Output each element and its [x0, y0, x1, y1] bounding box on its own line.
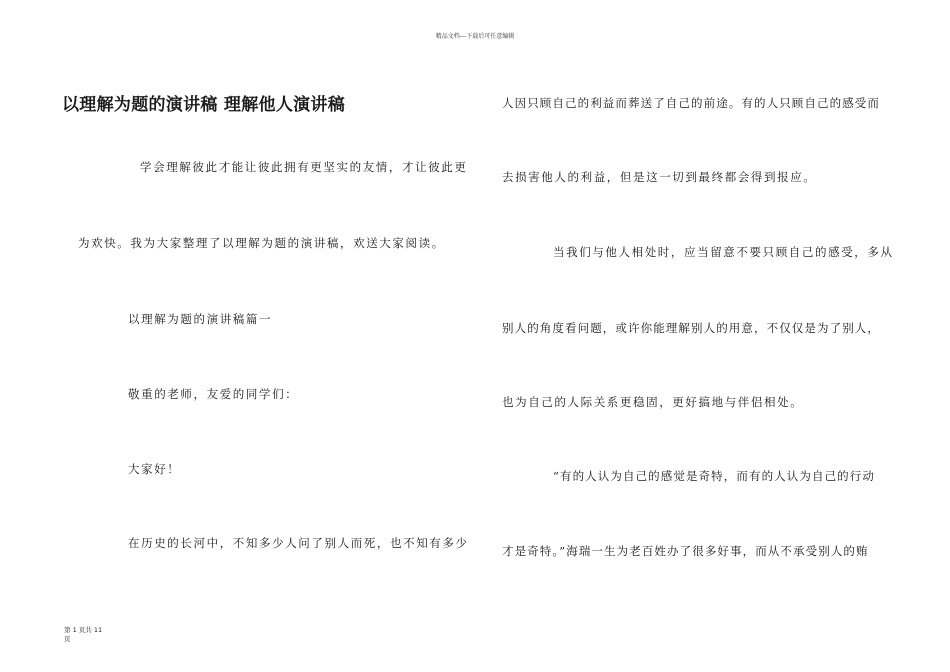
paragraph-line: 当我们与他人相处时，应当留意不要只顾自己的感受，多从	[553, 245, 894, 259]
salutation: 敬重的老师，友爱的同学们：	[128, 387, 299, 401]
page-number	[64, 626, 102, 644]
paragraph-line: 人因只顾自己的利益而葬送了自己的前途。有的人只顾自己的感受而	[502, 96, 880, 110]
page-number-line-2: 页	[64, 635, 71, 643]
header-note: 精品文档---下载后可任意编辑	[435, 33, 515, 40]
document-title: 以理解为题的演讲稿 理解他人演讲稿	[62, 95, 346, 115]
paragraph-line: 去损害他人的利益，但是这一切到最终都会得到报应。	[502, 170, 817, 184]
greeting: 大家好！	[128, 462, 181, 476]
paragraph-line: 学会理解彼此才能让彼此拥有更坚实的友情，才让彼此更	[140, 160, 468, 174]
paragraph-line: 才是奇特。”海瑞一生为老百姓办了很多好事，而从不承受别人的贿	[502, 544, 869, 558]
paragraph-line: 为欢快。我为大家整理了以理解为题的演讲稿，欢送大家阅读。	[78, 236, 445, 250]
page-number-line-1: 第 1 页共 11	[64, 626, 103, 634]
paragraph-line: 别人的角度看问题，或许你能理解别人的用意，不仅仅是为了别人，	[502, 321, 880, 335]
section-heading: 以理解为题的演讲稿篇一	[128, 312, 273, 326]
paragraph-line: 也为自己的人际关系更稳固，更好搞地与伴侣相处。	[502, 395, 804, 409]
paragraph-line: 在历史的长河中，不知多少人问了别人而死，也不知有多少	[128, 536, 469, 550]
paragraph-line: “有的人认为自己的感觉是奇特，而有的人认为自己的行动	[553, 469, 875, 483]
